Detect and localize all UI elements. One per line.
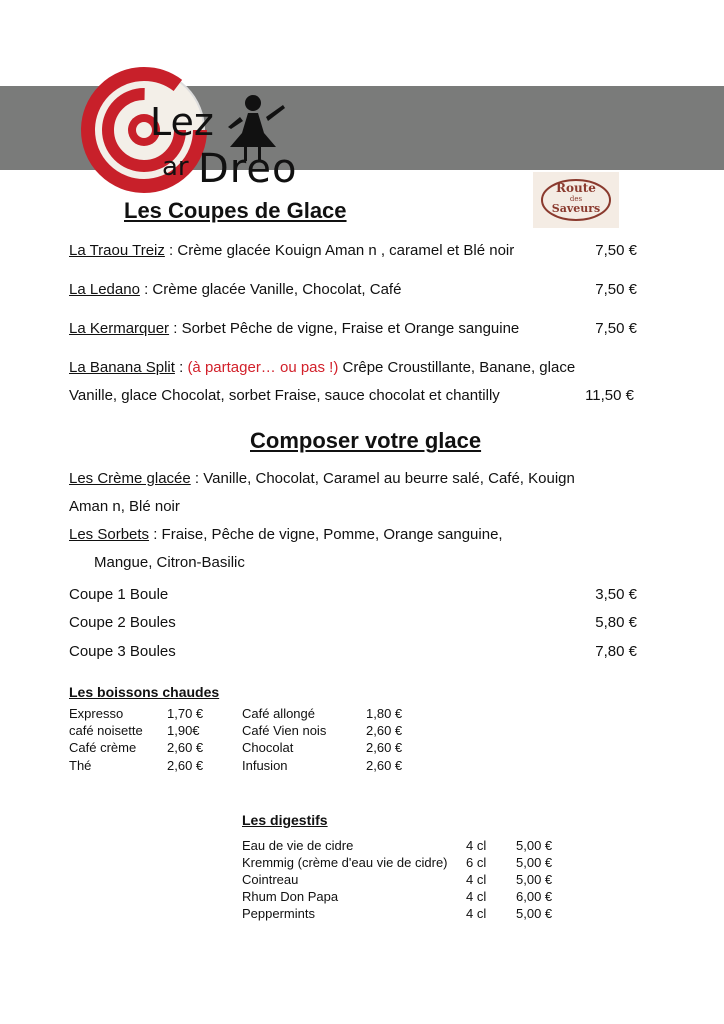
hot-drink-price: 2,60 € bbox=[366, 758, 403, 773]
hot-drink-price: 2,60 € bbox=[167, 740, 204, 755]
badge-line3: Saveurs bbox=[551, 202, 601, 215]
hot-drink-price: 1,70 € bbox=[167, 706, 204, 721]
coupe-2-boules: Coupe 2 Boules bbox=[69, 614, 176, 631]
menu-item-ledano: La Ledano : Crème glacée Vanille, Chocolat, Café bbox=[69, 281, 402, 298]
digestif-price: 6,00 € bbox=[516, 889, 553, 904]
digestif-qty: 4 cl bbox=[466, 872, 487, 887]
sorbets-line2: Mangue, Citron-Basilic bbox=[94, 554, 245, 571]
digestif-name: Cointreau bbox=[242, 872, 299, 887]
hot-drinks-title: Les boissons chaudes bbox=[69, 684, 220, 700]
digestif-qty: 4 cl bbox=[466, 906, 487, 921]
hot-drink-name: Thé bbox=[69, 758, 92, 773]
coupe-3-boules: Coupe 3 Boules bbox=[69, 643, 176, 660]
digestif-qty: 4 cl bbox=[466, 838, 487, 853]
route-des-saveurs-badge bbox=[533, 172, 619, 228]
section-title-coupes: Les Coupes de Glace bbox=[124, 198, 347, 223]
price-kermarquer: 7,50 € bbox=[595, 320, 637, 337]
digestif-price: 5,00 € bbox=[516, 855, 553, 870]
digestif-qty: 6 cl bbox=[466, 855, 487, 870]
digestif-price: 5,00 € bbox=[516, 872, 553, 887]
badge-line2: des bbox=[569, 195, 583, 203]
price-ledano: 7,50 € bbox=[595, 281, 637, 298]
hot-drink-price: 2,60 € bbox=[366, 740, 403, 755]
logo-word-lez: Lez bbox=[150, 100, 214, 144]
logo-word-dreo: Dreo bbox=[198, 146, 298, 192]
hot-drink-name: Café Vien nois bbox=[242, 723, 327, 738]
digestif-price: 5,00 € bbox=[516, 838, 553, 853]
hot-drink-price: 2,60 € bbox=[366, 723, 403, 738]
menu-item-traou-treiz: La Traou Treiz : Crème glacée Kouign Aman n , caramel et Blé noir bbox=[69, 242, 515, 259]
hot-drink-name: Infusion bbox=[242, 758, 288, 773]
digestif-price: 5,00 € bbox=[516, 906, 553, 921]
hot-drink-name: Café crème bbox=[69, 740, 137, 755]
digestif-name: Peppermints bbox=[242, 906, 315, 921]
hot-drink-name: Café allongé bbox=[242, 706, 315, 721]
price-coupe-1: 3,50 € bbox=[595, 586, 637, 603]
price-coupe-3: 7,80 € bbox=[595, 643, 637, 660]
menu-item-banana-split-line2: Vanille, glace Chocolat, sorbet Fraise, sauce chocolat et chantilly bbox=[69, 387, 500, 404]
hot-drink-name: café noisette bbox=[69, 723, 143, 738]
price-coupe-2: 5,80 € bbox=[595, 614, 637, 631]
menu-item-kermarquer: La Kermarquer : Sorbet Pêche de vigne, Fraise et Orange sanguine bbox=[69, 320, 520, 337]
banana-note: (à partager… ou pas !) bbox=[187, 359, 339, 376]
section-title-composer: Composer votre glace bbox=[250, 428, 482, 453]
logo-word-ar: ar bbox=[162, 152, 189, 182]
menu-item-banana-split: La Banana Split : (à partager… ou pas !) Crêpe Croustillante, Banane, glace bbox=[69, 359, 576, 376]
hot-drink-name: Expresso bbox=[69, 706, 124, 721]
price-traou-treiz: 7,50 € bbox=[595, 242, 637, 259]
digestif-name: Rhum Don Papa bbox=[242, 889, 339, 904]
creme-glacee-line2: Aman n, Blé noir bbox=[69, 498, 180, 515]
hot-drink-price: 1,80 € bbox=[366, 706, 403, 721]
digestif-name: Eau de vie de cidre bbox=[242, 838, 354, 853]
badge-line1: Route bbox=[556, 181, 596, 195]
creme-glacee-line1: Les Crème glacée : Vanille, Chocolat, Caramel au beurre salé, Café, Kouign bbox=[69, 470, 575, 487]
hot-drink-name: Chocolat bbox=[242, 740, 294, 755]
digestifs-title: Les digestifs bbox=[242, 812, 328, 828]
digestif-qty: 4 cl bbox=[466, 889, 487, 904]
hot-drink-price: 1,90€ bbox=[167, 723, 200, 738]
price-banana-split: 11,50 € bbox=[585, 387, 634, 404]
sorbets-line1: Les Sorbets : Fraise, Pêche de vigne, Pomme, Orange sanguine, bbox=[69, 526, 503, 543]
digestif-name: Kremmig (crème d'eau vie de cidre) bbox=[242, 855, 448, 870]
coupe-1-boule: Coupe 1 Boule bbox=[69, 586, 169, 603]
hot-drink-price: 2,60 € bbox=[167, 758, 204, 773]
